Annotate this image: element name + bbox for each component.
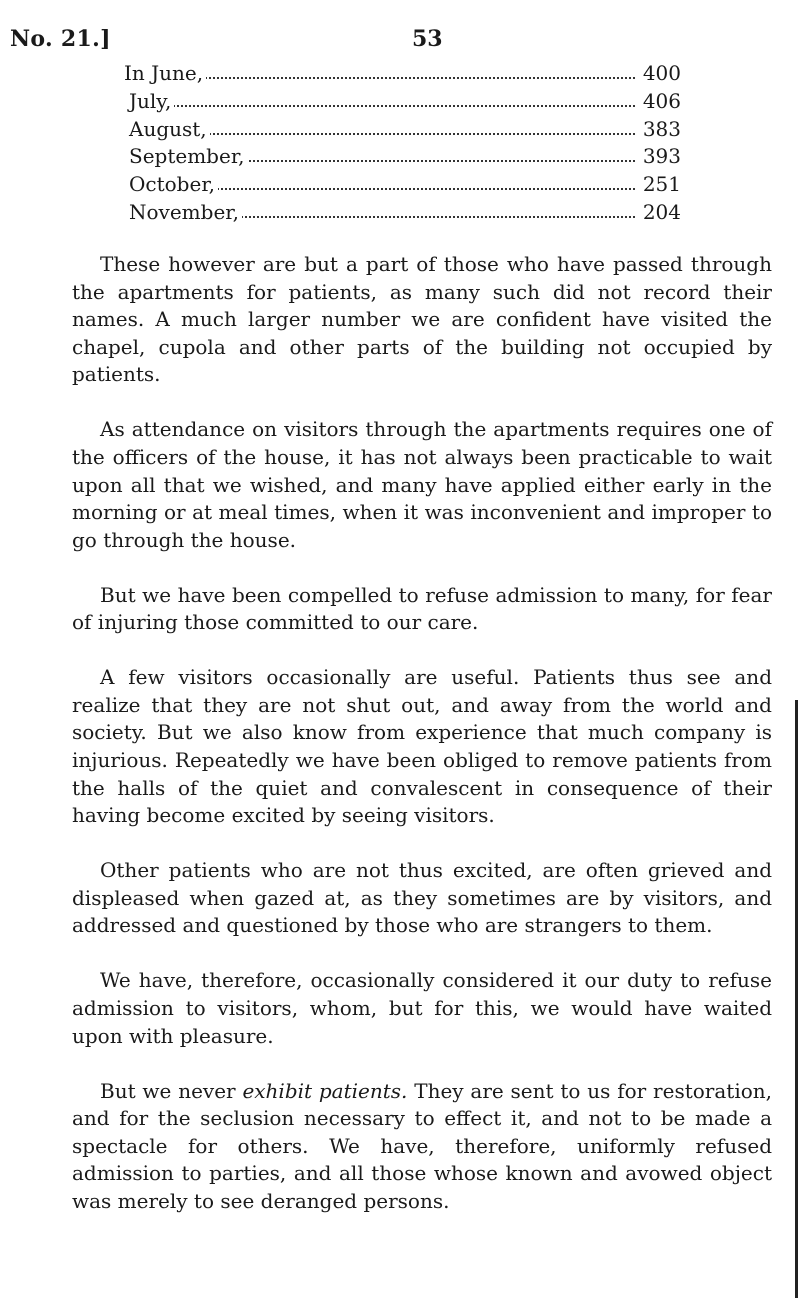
report-number: No. 21.] bbox=[10, 26, 111, 52]
table-row bbox=[129, 89, 681, 117]
visitor-count: 400 bbox=[639, 61, 681, 85]
month-label: September, bbox=[129, 144, 248, 168]
paragraph: These however are but a part of those who have passed through the apartments for patients, as many such did not record their names. A much larger number we are confident have visited the chapel, cupola and other parts of the building not occupied by patients. bbox=[72, 252, 772, 387]
body-text bbox=[72, 251, 772, 1216]
month-label: November, bbox=[129, 200, 242, 224]
table-row bbox=[129, 172, 681, 200]
visitor-count: 383 bbox=[639, 117, 681, 141]
paragraph: Other patients who are not thus excited, are often grieved and displeased when gazed at, as they sometimes are by visitors, and addressed and questioned by those who are strangers to them. bbox=[72, 858, 772, 938]
visitor-count: 251 bbox=[639, 172, 681, 196]
paragraph: A few visitors occasionally are useful. Patients thus see and realize that they are not shut out, and away from the world and society. But we also know from experience that much company is injurious. Repeatedly we have been obliged to remove patients from the halls of the quiet and convalescent in consequence of their having become excited by seeing visitors. bbox=[72, 665, 772, 828]
emphasized-text: exhibit patients. bbox=[242, 1078, 408, 1103]
dot-leader bbox=[129, 105, 635, 107]
page-number: 53 bbox=[412, 26, 443, 52]
visitor-count: 393 bbox=[639, 144, 681, 168]
table-row bbox=[129, 144, 681, 172]
paragraph: But we have been compelled to refuse admission to many, for fear of injuring those committed to our care. bbox=[72, 582, 772, 635]
table-row bbox=[129, 200, 681, 228]
monthly-visitors-table bbox=[124, 61, 681, 228]
page-edge-shadow bbox=[795, 700, 798, 1298]
month-label: In June, bbox=[124, 61, 206, 85]
table-row bbox=[124, 61, 681, 89]
month-label: August, bbox=[129, 117, 210, 141]
paragraph-text: But we never bbox=[100, 1078, 243, 1103]
month-label: July, bbox=[129, 89, 174, 113]
paragraph: As attendance on visitors through the apartments requires one of the officers of the house, it has not always been practicable to wait upon all that we wished, and many have applied either early in the morning or at meal times, when it was inconvenient and improper to go through the house. bbox=[72, 417, 772, 552]
paragraph-text: They are sent to us for restoration, and for the seclusion necessary to effect it, and not to be made a spectacle for others. We have, therefore, uniformly refused admission to parties, and all those whose known and avowed object was merely to see deranged persons. bbox=[72, 1078, 772, 1213]
visitor-count: 406 bbox=[639, 89, 681, 113]
paragraph: We have, therefore, occasionally considered it our duty to refuse admission to visitors, whom, but for this, we would have waited upon with pleasure. bbox=[72, 968, 772, 1048]
paragraph bbox=[72, 1078, 772, 1216]
month-label: October, bbox=[129, 172, 218, 196]
visitor-count: 204 bbox=[639, 200, 681, 224]
table-row bbox=[129, 117, 681, 145]
